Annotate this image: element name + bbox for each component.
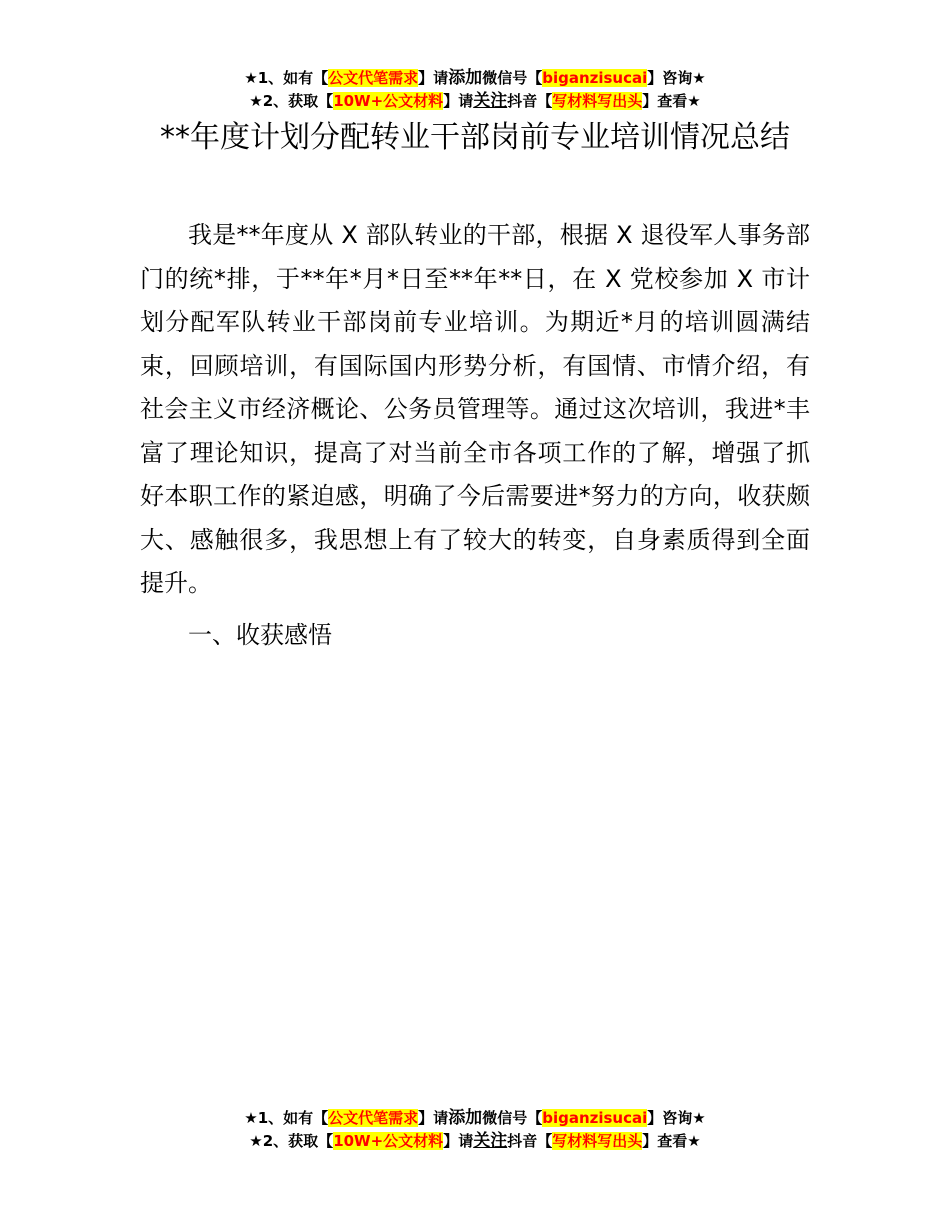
section-heading: 一、收获感悟	[188, 621, 332, 649]
banner-text: 抖音【	[507, 1132, 553, 1150]
banner-text: 关注	[473, 1131, 508, 1151]
highlight-text: 公文代笔需求	[328, 1109, 419, 1127]
banner-text: 微信号【	[482, 1109, 543, 1127]
banner-text: 】请	[418, 1109, 449, 1127]
banner-line-1	[0, 67, 950, 90]
highlight-text: 10W+公文材料	[333, 1132, 444, 1150]
wechat-id: biganzisucai	[542, 69, 648, 87]
banner-text: 】请	[443, 92, 474, 110]
header-banner	[0, 67, 950, 113]
banner-line-1	[0, 1107, 950, 1130]
banner-text: ★1、如有【	[244, 1109, 329, 1127]
banner-text: 添加	[448, 68, 483, 88]
banner-text: 】请	[443, 1132, 474, 1150]
banner-text: ★2、获取【	[249, 1132, 334, 1150]
document-body	[140, 214, 810, 606]
banner-text: 添加	[448, 1108, 483, 1128]
banner-text: 】查看★	[642, 92, 701, 110]
banner-text: 微信号【	[482, 69, 543, 87]
highlight-text: 公文代笔需求	[328, 69, 419, 87]
banner-text: 关注	[473, 91, 508, 111]
banner-line-2	[0, 90, 950, 113]
body-paragraph: 我是**年度从 X 部队转业的干部，根据 X 退役军人事务部门的统*排，于**年*月*日至**年**日，在 X 党校参加 X 市计划分配军队转业干部岗前专业培训。为期近*月的培训圆满结束，回顾培训，有国际国内形势分析，有国情、市情介绍，有社会主义市经济概论、公务员管理等。通过这次培训，我进*丰富了理论知识，提高了对当前全市各项工作的了解，增强了抓好本职工作的紧迫感，明确了今后需要进*努力的方向，收获颇大、感触很多，我思想上有了较大的转变，自身素质得到全面提升。	[140, 221, 810, 597]
footer-banner	[0, 1107, 950, 1153]
highlight-text: 10W+公文材料	[333, 92, 444, 110]
banner-text: 】咨询★	[647, 1109, 706, 1127]
banner-text: 】查看★	[642, 1132, 701, 1150]
douyin-id: 写材料写出头	[552, 1132, 643, 1150]
document-title: **年度计划分配转业干部岗前专业培训情况总结	[160, 120, 790, 155]
banner-line-2	[0, 1130, 950, 1153]
banner-text: ★2、获取【	[249, 92, 334, 110]
banner-text: ★1、如有【	[244, 69, 329, 87]
banner-text: 】咨询★	[647, 69, 706, 87]
wechat-id: biganzisucai	[542, 1109, 648, 1127]
banner-text: 抖音【	[507, 92, 553, 110]
banner-text: 】请	[418, 69, 449, 87]
douyin-id: 写材料写出头	[552, 92, 643, 110]
